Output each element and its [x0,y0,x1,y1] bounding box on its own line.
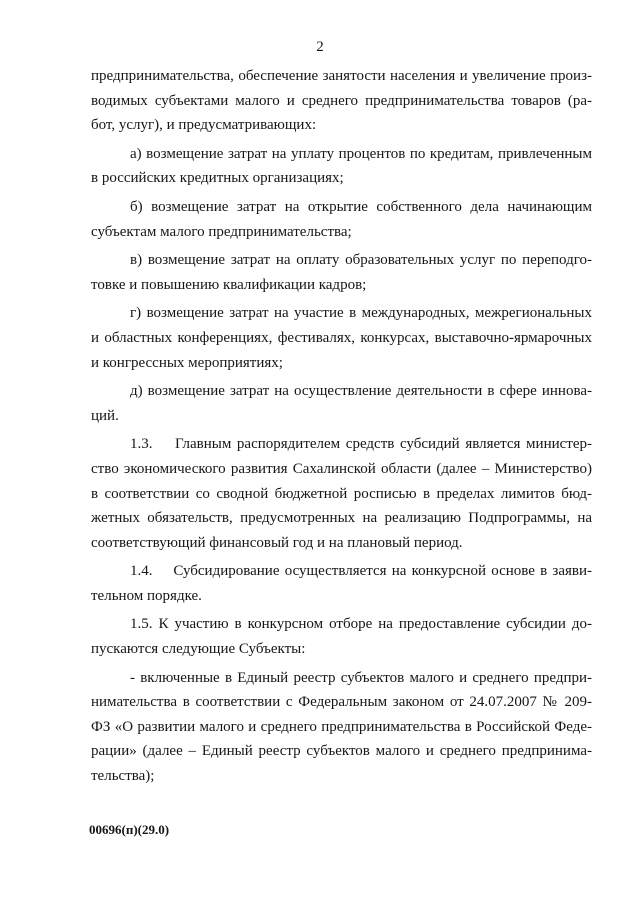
document-code: 00696(п)(29.0) [89,822,170,837]
document-body [91,64,592,793]
text-line: в российских кредитных организациях; [91,170,344,187]
text-line: жетных обязательств, предусмотренных на реализацию Подпрограммы, на [91,510,592,527]
text-line: субъектам малого предпринимательства; [91,223,352,240]
text-line: и конгрессных мероприятиях; [91,354,283,371]
text-line: товке и повышению квалификации кадров; [91,276,367,293]
text-line: водимых субъектами малого и среднего предпринимательства товаров (ра- [91,92,592,109]
text-line: ство экономического развития Сахалинской области (далее – Министерство) [91,460,592,477]
text-line: ций. [91,407,119,424]
text-line: пускаются следующие Субъекты: [91,641,306,658]
paragraph-item-e [91,379,592,428]
text-line: - включенные в Единый реестр субъектов малого и среднего предпри- [130,669,592,686]
text-line: тельства); [91,768,155,785]
text-line: 1.4. Субсидирование осуществляется на конкурсной основе в заяви- [130,563,592,580]
paragraph-section-1-5 [91,612,592,661]
text-line: ФЗ «О развитии малого и среднего предпринимательства в Российской Феде- [91,718,592,735]
text-line: предпринимательства, обеспечение занятости населения и увеличение произ- [91,68,592,84]
page-number: 2 [316,39,324,55]
text-line: д) возмещение затрат на осуществление деятельности в сфере иннова- [130,383,592,400]
text-line: рации» (далее – Единый реестр субъектов малого и среднего предпринима- [91,743,592,760]
paragraph-item-c [91,248,592,297]
paragraph-intro-continued [91,64,592,138]
text-line: бот, услуг), и предусматривающих: [91,117,317,134]
text-line: в соответствии со сводной бюджетной росписью в пределах лимитов бюд- [91,485,592,502]
paragraph-item-a [91,142,592,191]
text-line: 1.5. К участию в конкурсном отборе на предоставление субсидии до- [130,616,592,633]
text-line: и областных конференциях, фестивалях, конкурсах, выставочно-ярмарочных [91,329,592,346]
paragraph-section-1-3 [91,432,592,555]
text-line: нимательства в соответствии с Федеральным законом от 24.07.2007 № 209- [91,694,592,711]
paragraph-item-b [91,195,592,244]
text-line: тельном порядке. [91,587,202,604]
text-line: г) возмещение затрат на участие в международных, межрегиональных [130,305,592,322]
text-line: соответствующий финансовый год и на плановый период. [91,534,463,551]
text-line: в) возмещение затрат на оплату образовательных услуг по переподго- [130,252,592,269]
paragraph-eligibility-bullet [91,666,592,789]
paragraph-section-1-4 [91,559,592,608]
text-line: а) возмещение затрат на уплату процентов по кредитам, привлеченным [130,145,592,162]
text-line: 1.3. Главным распорядителем средств субсидий является министер- [130,436,592,453]
paragraph-item-d [91,301,592,375]
text-line: б) возмещение затрат на открытие собственного дела начинающим [130,198,592,215]
